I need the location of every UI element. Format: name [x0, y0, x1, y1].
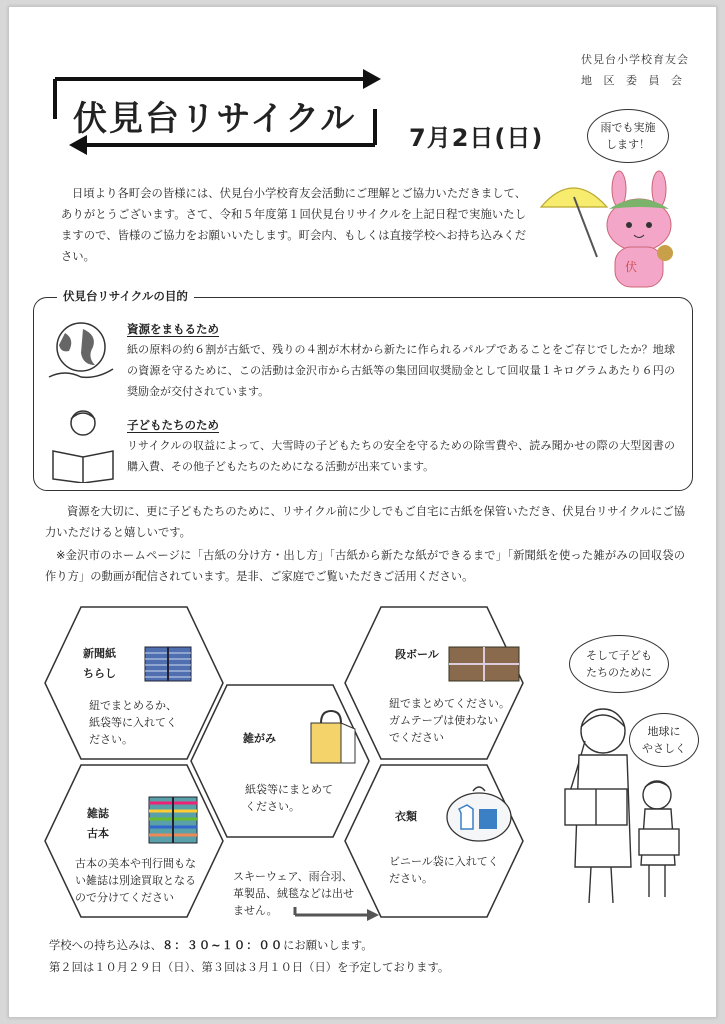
category-label-cardboard: 段ボール [395, 648, 439, 661]
category-text-newspaper: 紐でまとめるか、 紙袋等に入れてく ださい。 [89, 699, 177, 746]
category-label-magazine: 雑誌 古本 [87, 807, 109, 840]
flyer-page [8, 6, 717, 1018]
svg-text:伏: 伏 [625, 260, 638, 274]
category-label-clothes: 衣類 [395, 810, 417, 823]
dropoff-suffix: にお願いします。 [283, 939, 373, 952]
purpose-heading-children: 子どもたちのため [127, 418, 219, 432]
category-text-clothes: ビニール袋に入れてく ださい。 [389, 855, 499, 885]
rabbit-mascot-icon [529, 167, 689, 297]
mother-child-illustration [539, 697, 709, 917]
clothes-bag-icon [443, 781, 515, 843]
cardboard-box-icon [445, 641, 523, 689]
organizer-name: 伏見台小学校育友会 [581, 53, 689, 66]
children-bubble: そして子ども たちのために [569, 635, 669, 693]
appeal-paragraph: 資源を大切に、更に子どもたちのために、リサイクル前に少しでもご自宅に古紙を保管いただき、伏見台リサイクルにご協力いただけると嬉しいです。 [45, 505, 685, 539]
dropoff-time-line [49, 935, 373, 957]
child-reading-icon [49, 407, 117, 483]
purpose-text-resources: 紙の原料の約６割が古紙で、残りの４割が木材から新たに作られるパルプであることをご存じでしたか？地球の資源を守るために、この活動は金沢市から古紙等の集団回収奨励金として回収量１キログラムあたり６円の奨励金が交付されています。 [127, 343, 675, 398]
category-label-misc-paper: 雑がみ [243, 732, 276, 745]
next-schedule-line: 第２回は１０月２９日（日）、第３回は３月１０日（日）を予定しております。 [49, 961, 450, 974]
event-date: 7月2日(日) [409, 124, 544, 152]
committee-name: 地 区 委 員 会 [581, 74, 686, 87]
purpose-label: 伏見台リサイクルの目的 [57, 288, 194, 304]
purpose-heading-resources: 資源をまもるため [127, 322, 219, 336]
video-note-paragraph: ※金沢市のホームページに「古紙の分け方・出し方」「古紙から新たな紙ができるまで」「新聞紙を使った雑がみの回収袋の作り方」の動画が配信されています。是非、ご家庭でご覧いただきご活用ください。 [45, 549, 685, 583]
earth-bubble: 地球に やさしく [629, 713, 699, 767]
dropoff-time: ８：３０~１０：００ [161, 939, 284, 952]
exclusion-note: スキーウェア、雨合羽、 革製品、絨毯などは出せ ません。 [233, 870, 354, 917]
category-text-magazine: 古本の美本や刊行間もな い雑誌は別途買取となる ので分けてください [75, 857, 196, 904]
rain-note-bubble: 雨でも実施 します！ [587, 109, 669, 163]
magazine-bundle-icon [145, 791, 201, 849]
category-label-newspaper: 新聞紙 ちらし [83, 647, 116, 680]
organizer-block [581, 49, 689, 91]
paper-bag-icon [305, 709, 361, 767]
category-text-misc-paper: 紙袋等にまとめて ください。 [245, 783, 333, 813]
page-title: 伏見台リサイクル [73, 99, 357, 139]
dropoff-prefix: 学校への持ち込みは、 [49, 939, 162, 952]
intro-paragraph: 日頃より各町会の皆様には、伏見台小学校育友会活動にご理解とご協力いただきまして、ありがとうございます。さて、令和５年度第１回伏見台リサイクルを上記日程で実施いたしますので、皆様のご協力をお願いいたします。町会内、もしくは直接学校へお持ち込みください。 [61, 187, 526, 263]
globe-hand-icon [45, 317, 117, 387]
newspaper-bundle-icon [141, 637, 195, 687]
category-text-cardboard: 紐でまとめてください。 ガムテープは使わない でください [389, 697, 510, 744]
purpose-text-children: リサイクルの収益によって、大雪時の子どもたちの安全を守るための除雪費や、読み聞かせの際の大型図書の購入費、その他子どもたちのためになる活動が出来ています。 [127, 439, 675, 473]
exclusion-arrow-icon [293, 905, 383, 925]
